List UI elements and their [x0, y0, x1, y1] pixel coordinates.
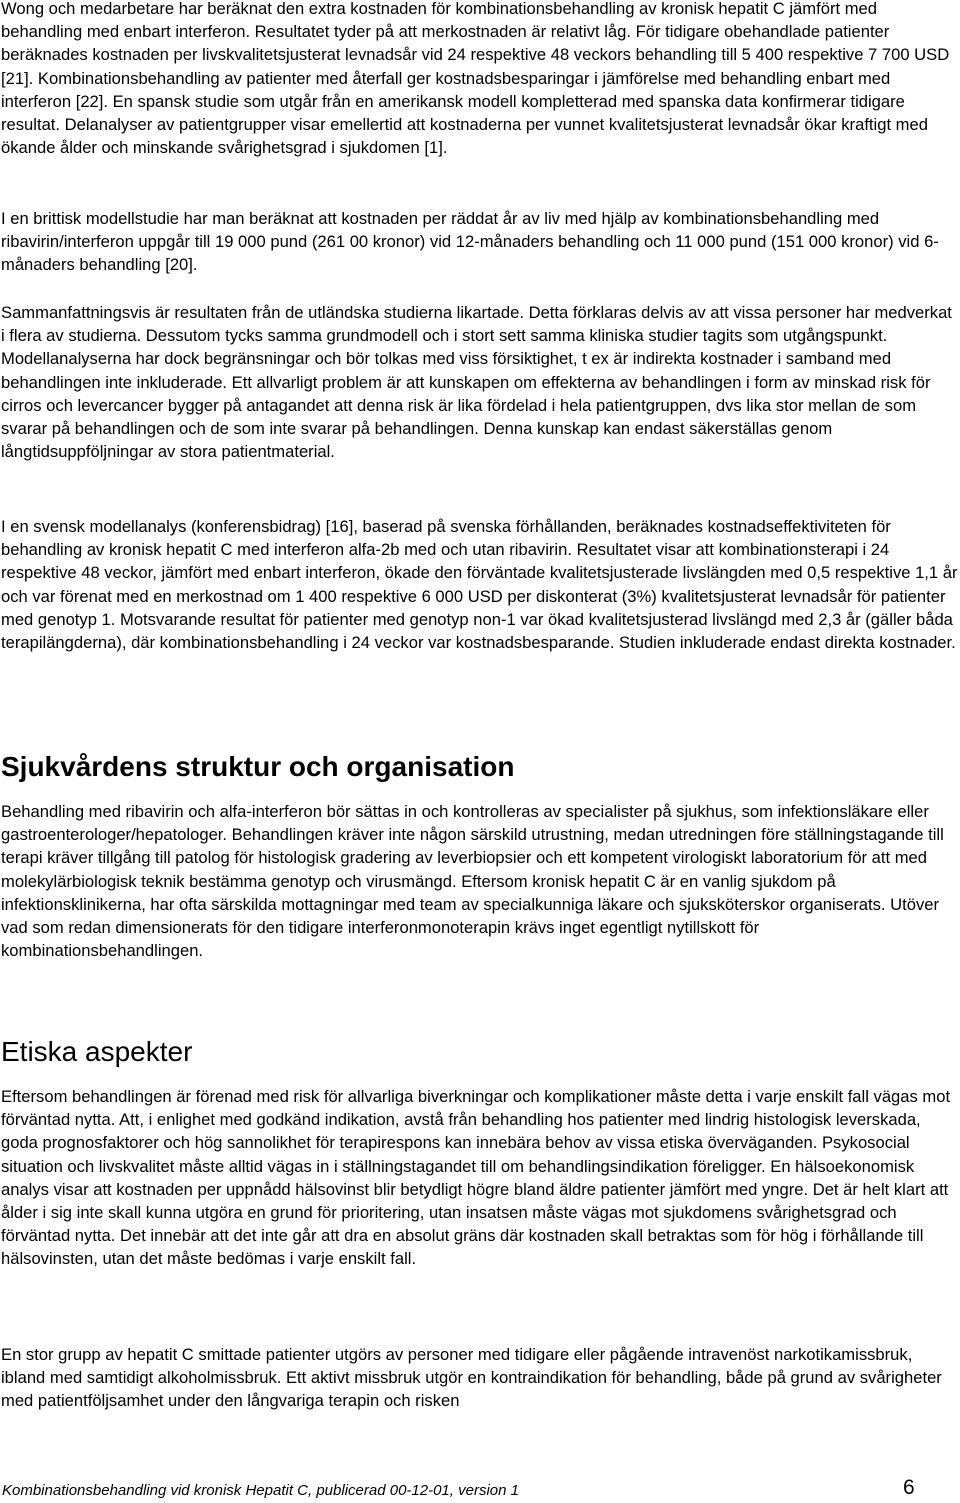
page-number: 6: [903, 1476, 915, 1499]
paragraph-british-model: I en brittisk modellstudie har man beräknat att kostnaden per räddat år av liv med hjälp av kombinationsbehandling med ribavirin/interferon uppgår till 19 000 pund (261 00 kronor) vid 12-månaders behandling och 11 000 pund (151 000 kronor) vid 6-månaders behandling [20].: [1, 209, 939, 275]
paragraph-cost-wong: Wong och medarbetare har beräknat den extra kostnaden för kombinationsbehandling av kronisk hepatit C jämfört med behandling med enbart interferon. Resultatet tyder på att merkostnaden är relativt låg. För tidigare obehandlade patienter beräknades kostnaden per livskvalitetsjusterat levnadsår vid 24 respektive 48 veckors behandling till 5 400 respektive 7 700 USD [21]. Kombinationsbehandling av patienter med återfall ger kostnadsbesparingar i jämförelse med behandling enbart med interferon [22]. En spansk studie som utgår från en amerikansk modell kompletterad med spanska data konfirmerar tidigare resultat. Delanalyser av patientgrupper visar emellertid att kostnaderna per vunnet kvalitetsjusterat levnadsår ökar kraftigt med ökande ålder och minskande svårighetsgrad i sjukdomen [1].: [1, 0, 950, 158]
paragraph-drug-abuse: En stor grupp av hepatit C smittade patienter utgörs av personer med tidigare eller pågående intravenöst narkotikamissbruk, ibland med samtidigt alkoholmissbruk. Ett aktivt missbruk utgör en kontraindikation för behandling, både på grund av svårigheter med patientföljsamhet under den långvariga terapin och risken: [1, 1345, 942, 1411]
paragraph-healthcare-structure: Behandling med ribavirin och alfa-interferon bör sättas in och kontrolleras av specialister på sjukhus, som infektionsläkare eller gastroenterologer/hepatologer. Behandlingen kräver inte någon särskild utrustning, medan utredningen före ställningstagande till terapi kräver tillgång till patolog för histologisk gradering av leverbiopsier och ett kompetent virologiskt laboratorium för att med molekylärbiologisk teknik bestämma genotyp och virusmängd. Eftersom kronisk hepatit C är en vanlig sjukdom på infektionsklinikerna, har ofta särskilda mottagningar med team av specialkunniga läkare och sjuksköterskor organiserats. Utöver vad som redan dimensionerats för den tidigare interferonmonoterapin krävs inget egentligt nytillskott för kombinationsbehandlingen.: [1, 802, 944, 961]
paragraph-summary: Sammanfattningsvis är resultaten från de utländska studierna likartade. Detta förklaras delvis av att vissa personer har medverkat i flera av studierna. Dessutom tycks samma grundmodell och i stort sett samma kliniska studier tagits som utgångspunkt. Modellanalyserna har dock begränsningar och bör tolkas med viss försiktighet, t ex är indirekta kostnader i samband med behandlingen inte inkluderade. Ett allvarligt problem är att kunskapen om effekterna av behandlingen i form av minskad risk för cirros och levercancer bygger på antagandet att denna risk är lika fördelad i hela patientgruppen, dvs lika stor mellan de som svarar på behandlingen och de som inte svarar på behandlingen. Denna kunskap kan endast säkerställas genom långtidsuppföljningar av stora patientmaterial.: [1, 303, 952, 462]
footer-document-title: Kombinationsbehandling vid kronisk Hepatit C, publicerad 00-12-01, version 1: [2, 1482, 519, 1499]
paragraph-swedish-model: I en svensk modellanalys (konferensbidrag) [16], baserad på svenska förhållanden, beräknades kostnadseffektiviteten för behandling av kronisk hepatit C med interferon alfa-2b med och utan ribavirin. Resultatet visar att kombinationsterapi i 24 respektive 48 veckor, jämfört med enbart interferon, ökade den förväntade kvalitetsjusterade livslängden med 0,5 respektive 1,1 år och var förenat med en merkostnad om 1 400 respektive 6 000 USD per diskonterat (3%) kvalitetsjusterat levnadsår för patienter med genotyp 1. Motsvarande resultat för patienter med genotyp non-1 var ökad kvalitetsjusterad livslängd med 2,3 år (gäller båda terapilängderna), där kombinationsbehandling i 24 veckor var kostnadsbesparande. Studien inkluderade endast direkta kostnader.: [1, 517, 958, 653]
heading-ethical-aspects: Etiska aspekter: [1, 1036, 193, 1067]
heading-healthcare-structure: Sjukvårdens struktur och organisation: [1, 751, 515, 782]
paragraph-ethical-aspects: Eftersom behandlingen är förenad med risk för allvarliga biverkningar och komplikationer måste detta i varje enskilt fall vägas mot förväntad nytta. Att, i enlighet med godkänd indikation, avstå från behandling hos patienter med lindrig histologisk leverskada, goda prognosfaktorer och hög sannolikhet för terapirespons kan innebära behov av vissa etiska överväganden. Psykosocial situation och livskvalitet måste alltid vägas in i ställningstagandet till om behandlingsindikation föreligger. En hälsoekonomisk analys visar att kostnaden per uppnådd hälsovinst blir betydligt högre bland äldre patienter jämfört med yngre. Det är helt klart att ålder i sig inte skall kunna utgöra en grund för prioritering, utan insatsen måste vägas mot sjukdomens svårighetsgrad och förväntad nytta. Det innebär att det inte går att dra en absolut gräns där kostnaden skall betraktas som för hög i förhållande till hälsovinsten, utan det måste bedömas i varje enskilt fall.: [1, 1087, 951, 1269]
